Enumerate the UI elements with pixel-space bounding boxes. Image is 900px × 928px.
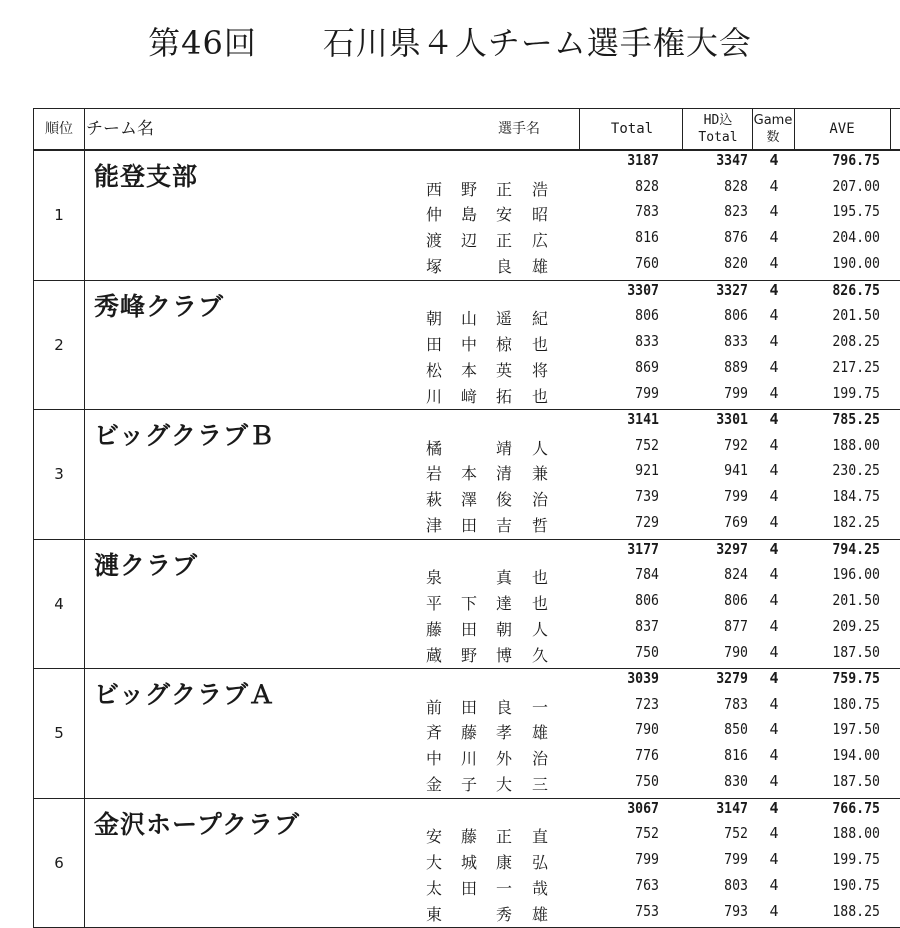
player-name-char: 松 bbox=[422, 358, 446, 381]
player-name-char: 塚 bbox=[422, 254, 446, 277]
player-name-char: 大 bbox=[492, 772, 516, 795]
score-ave: 796.75 bbox=[804, 151, 880, 169]
score-hd: 3347 bbox=[683, 151, 748, 169]
player-name-char: 野 bbox=[457, 643, 481, 666]
score-total: 799 bbox=[597, 850, 659, 868]
player-name-char: 仲 bbox=[422, 202, 446, 225]
team-rank: 4 bbox=[34, 540, 84, 669]
score-total: 750 bbox=[597, 643, 659, 661]
player-name-char: 前 bbox=[422, 695, 446, 718]
score-games: 4 bbox=[754, 876, 794, 894]
player-name-char: 中 bbox=[422, 746, 446, 769]
player-row bbox=[34, 695, 900, 719]
score-ave: 207.00 bbox=[804, 177, 880, 195]
score-ave: 201.50 bbox=[804, 591, 880, 609]
header-ave: AVE bbox=[794, 109, 890, 149]
player-name-char: 田 bbox=[457, 617, 481, 640]
score-total: 3177 bbox=[597, 540, 659, 558]
player-name-char: 雄 bbox=[528, 720, 552, 743]
header-team: チーム名 bbox=[86, 109, 196, 149]
score-hd: 828 bbox=[683, 177, 748, 195]
player-row bbox=[34, 177, 900, 201]
player-name-char: 川 bbox=[457, 746, 481, 769]
player-name-char: 将 bbox=[528, 358, 552, 381]
score-hd: 876 bbox=[683, 228, 748, 246]
player-name-char: 達 bbox=[492, 591, 516, 614]
team-name: ビッグクラブＡ bbox=[94, 675, 275, 711]
score-total: 784 bbox=[597, 565, 659, 583]
team-block bbox=[34, 410, 900, 540]
player-name-char: 秀 bbox=[492, 902, 516, 925]
score-total: 3039 bbox=[597, 669, 659, 687]
score-ave: 766.75 bbox=[804, 799, 880, 817]
score-total: 921 bbox=[597, 461, 659, 479]
player-name-char: 朝 bbox=[422, 306, 446, 329]
player-name-char: 川 bbox=[422, 384, 446, 407]
header-hd-total bbox=[684, 109, 752, 149]
score-total: 790 bbox=[597, 720, 659, 738]
player-name-char: 直 bbox=[528, 824, 552, 847]
score-hd: 889 bbox=[683, 358, 748, 376]
player-name-char: 正 bbox=[492, 824, 516, 847]
score-hd: 792 bbox=[683, 436, 748, 454]
player-row bbox=[34, 436, 900, 460]
score-ave: 194.00 bbox=[804, 746, 880, 764]
player-name-char: 也 bbox=[528, 591, 552, 614]
score-games: 4 bbox=[754, 487, 794, 505]
player-name-char: 外 bbox=[492, 746, 516, 769]
player-name-char: 靖 bbox=[492, 436, 516, 459]
player-name-char: 安 bbox=[492, 202, 516, 225]
score-games: 4 bbox=[754, 591, 794, 609]
score-total: 783 bbox=[597, 202, 659, 220]
score-hd: 3147 bbox=[683, 799, 748, 817]
player-name-char: 島 bbox=[457, 202, 481, 225]
score-ave: 230.25 bbox=[804, 461, 880, 479]
score-hd: 824 bbox=[683, 565, 748, 583]
score-ave: 794.25 bbox=[804, 540, 880, 558]
score-games: 4 bbox=[754, 281, 794, 299]
player-name-char: 人 bbox=[528, 436, 552, 459]
table-header bbox=[34, 109, 900, 151]
score-games: 4 bbox=[754, 384, 794, 402]
player-name-char: 康 bbox=[492, 850, 516, 873]
player-name-char: 野 bbox=[457, 177, 481, 200]
player-row bbox=[34, 902, 900, 926]
score-ave: 196.00 bbox=[804, 565, 880, 583]
score-hd: 941 bbox=[683, 461, 748, 479]
player-row bbox=[34, 461, 900, 485]
score-games: 4 bbox=[754, 720, 794, 738]
score-hd: 799 bbox=[683, 850, 748, 868]
player-row bbox=[34, 254, 900, 278]
player-name-char: 太 bbox=[422, 876, 446, 899]
score-games: 4 bbox=[754, 824, 794, 842]
player-row bbox=[34, 617, 900, 641]
score-total: 3067 bbox=[597, 799, 659, 817]
score-ave: 204.00 bbox=[804, 228, 880, 246]
player-row bbox=[34, 487, 900, 511]
score-hd: 790 bbox=[683, 643, 748, 661]
player-name-char: 朝 bbox=[492, 617, 516, 640]
player-name-char: 浩 bbox=[528, 177, 552, 200]
score-games: 4 bbox=[754, 332, 794, 350]
score-hd: 783 bbox=[683, 695, 748, 713]
score-ave: 190.00 bbox=[804, 254, 880, 272]
score-ave: 826.75 bbox=[804, 281, 880, 299]
score-total: 723 bbox=[597, 695, 659, 713]
team-summary-row bbox=[34, 410, 900, 434]
player-row bbox=[34, 746, 900, 770]
team-block bbox=[34, 799, 900, 928]
tournament-number: 第46回 bbox=[148, 24, 257, 62]
player-name-char: 澤 bbox=[457, 487, 481, 510]
score-hd: 3279 bbox=[683, 669, 748, 687]
score-hd: 3301 bbox=[683, 410, 748, 428]
player-row bbox=[34, 332, 900, 356]
header-rank: 順位 bbox=[34, 109, 84, 149]
score-ave: 759.75 bbox=[804, 669, 880, 687]
player-name-char: 正 bbox=[492, 177, 516, 200]
player-name-char: 岩 bbox=[422, 461, 446, 484]
player-name-char: 也 bbox=[528, 565, 552, 588]
player-name-char: 津 bbox=[422, 513, 446, 536]
score-games: 4 bbox=[754, 151, 794, 169]
score-ave: 217.25 bbox=[804, 358, 880, 376]
team-block bbox=[34, 540, 900, 670]
team-name: 金沢ホープクラブ bbox=[94, 805, 300, 841]
score-hd: 3327 bbox=[683, 281, 748, 299]
player-name-char: 良 bbox=[492, 254, 516, 277]
player-name-char: 渡 bbox=[422, 228, 446, 251]
score-total: 799 bbox=[597, 384, 659, 402]
team-rank: 5 bbox=[34, 669, 84, 798]
score-ave: 195.75 bbox=[804, 202, 880, 220]
player-row bbox=[34, 202, 900, 226]
player-name-char: 久 bbox=[528, 643, 552, 666]
player-name-char: 良 bbox=[492, 695, 516, 718]
score-total: 752 bbox=[597, 436, 659, 454]
score-hd: 816 bbox=[683, 746, 748, 764]
player-row bbox=[34, 228, 900, 252]
score-hd: 820 bbox=[683, 254, 748, 272]
score-hd: 806 bbox=[683, 306, 748, 324]
team-summary-row bbox=[34, 281, 900, 305]
player-row bbox=[34, 850, 900, 874]
score-total: 763 bbox=[597, 876, 659, 894]
player-name-char: 泉 bbox=[422, 565, 446, 588]
score-ave: 187.50 bbox=[804, 772, 880, 790]
player-name-char: 安 bbox=[422, 824, 446, 847]
player-name-char: 治 bbox=[528, 746, 552, 769]
player-row bbox=[34, 513, 900, 537]
player-name-char: 中 bbox=[457, 332, 481, 355]
player-name-char: 俊 bbox=[492, 487, 516, 510]
score-games: 4 bbox=[754, 617, 794, 635]
team-name: 漣クラブ bbox=[94, 546, 198, 582]
score-games: 4 bbox=[754, 565, 794, 583]
player-name-char: 英 bbox=[492, 358, 516, 381]
player-name-char: 金 bbox=[422, 772, 446, 795]
score-games: 4 bbox=[754, 410, 794, 428]
player-name-char: 西 bbox=[422, 177, 446, 200]
player-name-char: 斉 bbox=[422, 720, 446, 743]
score-games: 4 bbox=[754, 746, 794, 764]
player-name-char: 藤 bbox=[457, 720, 481, 743]
score-total: 760 bbox=[597, 254, 659, 272]
score-total: 3187 bbox=[597, 151, 659, 169]
player-name-char: 本 bbox=[457, 461, 481, 484]
player-name-char: 吉 bbox=[492, 513, 516, 536]
team-summary-row bbox=[34, 669, 900, 693]
player-row bbox=[34, 306, 900, 330]
player-row bbox=[34, 824, 900, 848]
player-name-char: 田 bbox=[422, 332, 446, 355]
score-games: 4 bbox=[754, 772, 794, 790]
player-name-char: 一 bbox=[528, 695, 552, 718]
player-name-char: 田 bbox=[457, 695, 481, 718]
score-hd: 803 bbox=[683, 876, 748, 894]
score-ave: 180.75 bbox=[804, 695, 880, 713]
player-name-char: 拓 bbox=[492, 384, 516, 407]
score-games: 4 bbox=[754, 695, 794, 713]
header-games bbox=[752, 109, 794, 149]
score-hd: 3297 bbox=[683, 540, 748, 558]
score-games: 4 bbox=[754, 177, 794, 195]
score-ave: 188.25 bbox=[804, 902, 880, 920]
score-games: 4 bbox=[754, 254, 794, 272]
player-row bbox=[34, 876, 900, 900]
player-row bbox=[34, 643, 900, 667]
score-ave: 187.50 bbox=[804, 643, 880, 661]
player-name-char: 萩 bbox=[422, 487, 446, 510]
player-name-char: 田 bbox=[457, 513, 481, 536]
results-table bbox=[33, 108, 900, 928]
score-ave: 209.25 bbox=[804, 617, 880, 635]
score-hd: 752 bbox=[683, 824, 748, 842]
player-name-char: 﨑 bbox=[457, 384, 481, 407]
score-ave: 199.75 bbox=[804, 384, 880, 402]
score-total: 816 bbox=[597, 228, 659, 246]
score-total: 828 bbox=[597, 177, 659, 195]
score-ave: 197.50 bbox=[804, 720, 880, 738]
player-name-char: 孝 bbox=[492, 720, 516, 743]
score-ave: 208.25 bbox=[804, 332, 880, 350]
score-total: 837 bbox=[597, 617, 659, 635]
score-total: 833 bbox=[597, 332, 659, 350]
player-name-char: 哲 bbox=[528, 513, 552, 536]
player-name-char: 遥 bbox=[492, 306, 516, 329]
player-row bbox=[34, 772, 900, 796]
header-total: Total bbox=[582, 109, 682, 149]
player-name-char: 也 bbox=[528, 384, 552, 407]
score-total: 729 bbox=[597, 513, 659, 531]
player-name-char: 蔵 bbox=[422, 643, 446, 666]
score-total: 806 bbox=[597, 306, 659, 324]
score-hd: 877 bbox=[683, 617, 748, 635]
score-hd: 799 bbox=[683, 384, 748, 402]
player-name-char: 弘 bbox=[528, 850, 552, 873]
team-rank: 3 bbox=[34, 410, 84, 539]
score-ave: 188.00 bbox=[804, 436, 880, 454]
player-name-char: 下 bbox=[457, 591, 481, 614]
score-games: 4 bbox=[754, 358, 794, 376]
team-name: 能登支部 bbox=[94, 157, 198, 193]
team-summary-row bbox=[34, 540, 900, 564]
player-name-char: 城 bbox=[457, 850, 481, 873]
score-games: 4 bbox=[754, 513, 794, 531]
player-name-char: 昭 bbox=[528, 202, 552, 225]
score-total: 806 bbox=[597, 591, 659, 609]
score-hd: 806 bbox=[683, 591, 748, 609]
player-name-char: 正 bbox=[492, 228, 516, 251]
score-ave: 785.25 bbox=[804, 410, 880, 428]
score-hd: 793 bbox=[683, 902, 748, 920]
player-name-char: 紀 bbox=[528, 306, 552, 329]
score-games: 4 bbox=[754, 902, 794, 920]
player-name-char: 田 bbox=[457, 876, 481, 899]
player-name-char: 一 bbox=[492, 876, 516, 899]
score-games: 4 bbox=[754, 669, 794, 687]
player-name-char: 椋 bbox=[492, 332, 516, 355]
tournament-name: 石川県４人チーム選手権大会 bbox=[323, 24, 752, 62]
player-row bbox=[34, 384, 900, 408]
player-name-char: 本 bbox=[457, 358, 481, 381]
player-name-char: 子 bbox=[457, 772, 481, 795]
score-total: 753 bbox=[597, 902, 659, 920]
team-rank: 1 bbox=[34, 151, 84, 280]
score-ave: 184.75 bbox=[804, 487, 880, 505]
player-name-char: 哉 bbox=[528, 876, 552, 899]
player-row bbox=[34, 358, 900, 382]
score-ave: 188.00 bbox=[804, 824, 880, 842]
score-games: 4 bbox=[754, 228, 794, 246]
header-game-bottom: 数 bbox=[766, 131, 779, 145]
player-name-char: 山 bbox=[457, 306, 481, 329]
team-name: 秀峰クラブ bbox=[94, 287, 224, 323]
score-games: 4 bbox=[754, 643, 794, 661]
score-games: 4 bbox=[754, 850, 794, 868]
player-row bbox=[34, 565, 900, 589]
player-row bbox=[34, 591, 900, 615]
player-name-char: 博 bbox=[492, 643, 516, 666]
team-name: ビッグクラブＢ bbox=[94, 416, 275, 452]
team-rank: 2 bbox=[34, 281, 84, 410]
player-name-char: 雄 bbox=[528, 254, 552, 277]
team-list bbox=[34, 151, 900, 928]
player-name-char: 也 bbox=[528, 332, 552, 355]
score-hd: 769 bbox=[683, 513, 748, 531]
player-name-char: 辺 bbox=[457, 228, 481, 251]
player-name-char: 東 bbox=[422, 902, 446, 925]
score-total: 3307 bbox=[597, 281, 659, 299]
score-total: 776 bbox=[597, 746, 659, 764]
score-total: 750 bbox=[597, 772, 659, 790]
team-summary-row bbox=[34, 151, 900, 175]
score-games: 4 bbox=[754, 306, 794, 324]
header-players: 選手名 bbox=[464, 109, 574, 149]
score-total: 3141 bbox=[597, 410, 659, 428]
header-hd-top: HD込 bbox=[704, 114, 733, 128]
player-name-char: 兼 bbox=[528, 461, 552, 484]
team-summary-row bbox=[34, 799, 900, 823]
header-hd-bottom: Total bbox=[698, 131, 737, 145]
score-total: 869 bbox=[597, 358, 659, 376]
score-games: 4 bbox=[754, 436, 794, 454]
score-games: 4 bbox=[754, 540, 794, 558]
score-games: 4 bbox=[754, 799, 794, 817]
player-name-char: 清 bbox=[492, 461, 516, 484]
score-ave: 199.75 bbox=[804, 850, 880, 868]
score-hd: 799 bbox=[683, 487, 748, 505]
score-games: 4 bbox=[754, 461, 794, 479]
score-total: 752 bbox=[597, 824, 659, 842]
team-block bbox=[34, 151, 900, 281]
score-ave: 182.25 bbox=[804, 513, 880, 531]
team-rank: 6 bbox=[34, 799, 84, 928]
score-hd: 833 bbox=[683, 332, 748, 350]
player-name-char: 藤 bbox=[457, 824, 481, 847]
team-block bbox=[34, 281, 900, 411]
score-ave: 201.50 bbox=[804, 306, 880, 324]
score-total: 739 bbox=[597, 487, 659, 505]
player-name-char: 藤 bbox=[422, 617, 446, 640]
team-block bbox=[34, 669, 900, 799]
score-ave: 190.75 bbox=[804, 876, 880, 894]
player-name-char: 三 bbox=[528, 772, 552, 795]
score-hd: 830 bbox=[683, 772, 748, 790]
player-name-char: 人 bbox=[528, 617, 552, 640]
player-name-char: 橘 bbox=[422, 436, 446, 459]
player-name-char: 真 bbox=[492, 565, 516, 588]
player-name-char: 大 bbox=[422, 850, 446, 873]
header-game-top: Game bbox=[754, 114, 793, 128]
score-games: 4 bbox=[754, 202, 794, 220]
page-title bbox=[0, 18, 900, 64]
player-name-char: 治 bbox=[528, 487, 552, 510]
score-hd: 823 bbox=[683, 202, 748, 220]
player-name-char: 広 bbox=[528, 228, 552, 251]
score-hd: 850 bbox=[683, 720, 748, 738]
player-name-char: 雄 bbox=[528, 902, 552, 925]
player-name-char: 平 bbox=[422, 591, 446, 614]
player-row bbox=[34, 720, 900, 744]
